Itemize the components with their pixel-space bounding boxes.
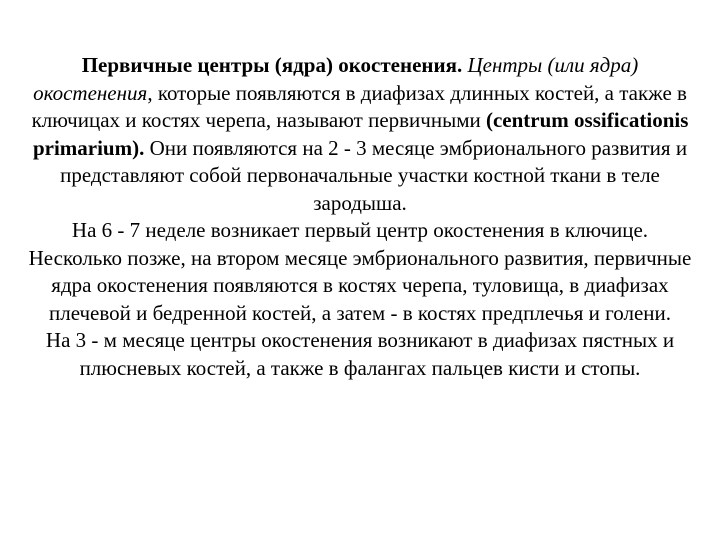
italic-term: Центры (или ядра) окостенения	[33, 53, 639, 105]
latin-term: (centrum ossificationis primarium).	[32, 108, 689, 160]
paragraph-week-6-7: На 6 - 7 неделе возникает первый центр окостенения в ключице. Несколько позже, на втором месяце эмбрионального развития, первичные ядра окостенения появляются в костях черепа, туловища, в диафизах плечевой и бедренной костей, а затем - в костях предплечья и голени.	[28, 218, 692, 325]
text-block	[28, 52, 692, 382]
bold-title: Первичные центры (ядра) окостенения.	[81, 53, 463, 77]
paragraph-month-3: На 3 - м месяце центры окостенения возникают в диафизах пястных и плюсневых костей, а также в фалангах пальцев кисти и стопы.	[45, 328, 675, 380]
paragraph-text: , которые появляются в диафизах длинных костей, а также в ключицах и костях черепа, называют первичными	[31, 80, 687, 132]
paragraph-primary-centers	[28, 52, 692, 217]
paragraph-text: Они появляются на 2 - 3 месяце эмбрионального развития и представляют собой первоначальные участки костной ткани в теле зародыша.	[60, 135, 688, 215]
